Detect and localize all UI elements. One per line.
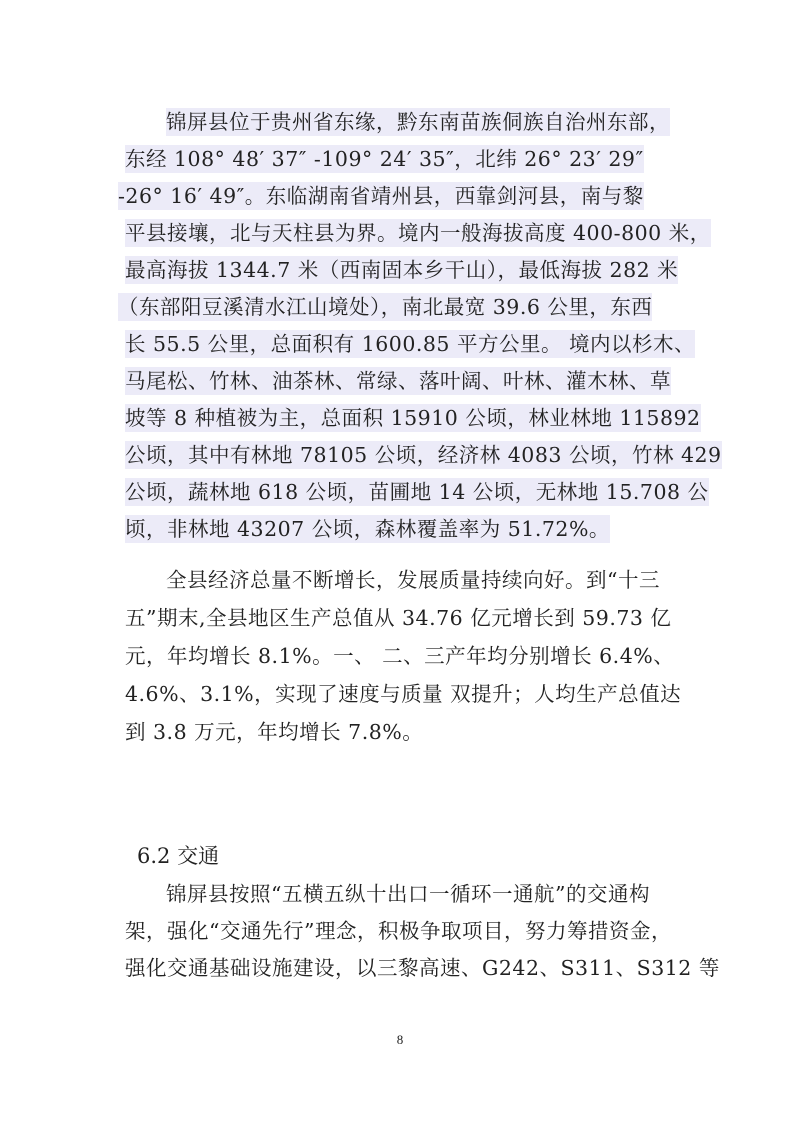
text-line: 平县接壤，北与天柱县为界。境内一般海拔高度 400-800 米，	[125, 221, 711, 245]
text-line: 马尾松、竹林、油茶林、常绿、落叶阔、叶林、灌木林、草	[125, 369, 671, 393]
text-line: 元，年均增长 8.1%。一、 二、三产年均分别增长 6.4%、	[125, 644, 675, 668]
text-line: 坡等 8 种植被为主，总面积 15910 公顷，林业林地 115892	[125, 406, 701, 430]
text-line: 东经 108° 48′ 37″ -109° 24′ 35″，北纬 26° 23′ 29″	[125, 147, 644, 171]
text-line: 长 55.5 公里，总面积有 1600.85 平方公里。 境内以杉木、	[125, 332, 695, 356]
text-line: 架，强化“交通先行”理念，积极争取项目，努力筹措资金，	[125, 919, 672, 943]
text-line: 锦屏县位于贵州省东缘，黔东南苗族侗族自治州东部，	[166, 110, 670, 134]
text-line: -26° 16′ 49″。东临湖南省靖州县，西靠剑河县，南与黎	[118, 184, 644, 208]
section-heading: 6.2 交通	[137, 844, 220, 868]
text-line: （东部阳豆溪清水江山境处），南北最宽 39.6 公里，东西	[118, 295, 653, 319]
text-line: 4.6%、3.1%，实现了速度与质量 双提升；人均生产总值达	[125, 682, 682, 706]
text-line: 顷，非林地 43207 公顷，森林覆盖率为 51.72%。	[125, 517, 610, 541]
text-line: 公顷，蔬林地 618 公顷，苗圃地 14 公顷，无林地 15.708 公	[125, 480, 709, 504]
text-line: 到 3.8 万元，年均增长 7.8%。	[125, 720, 424, 744]
text-line: 锦屏县按照“五横五纵十出口一循环一通航”的交通构	[166, 882, 650, 906]
text-line: 公顷，其中有林地 78105 公顷，经济林 4083 公顷，竹林 429	[125, 443, 722, 467]
text-line: 全县经济总量不断增长，发展质量持续向好。到“十三	[166, 568, 660, 592]
text-line: 强化交通基础设施建设，以三黎高速、G242、S311、S312 等	[125, 956, 720, 980]
text-line: 五”期末,全县地区生产总值从 34.76 亿元增长到 59.73 亿	[125, 606, 672, 630]
text-line: 最高海拔 1344.7 米（西南固本乡干山），最低海拔 282 米	[125, 258, 679, 282]
page-number: 8	[396, 1032, 404, 1047]
